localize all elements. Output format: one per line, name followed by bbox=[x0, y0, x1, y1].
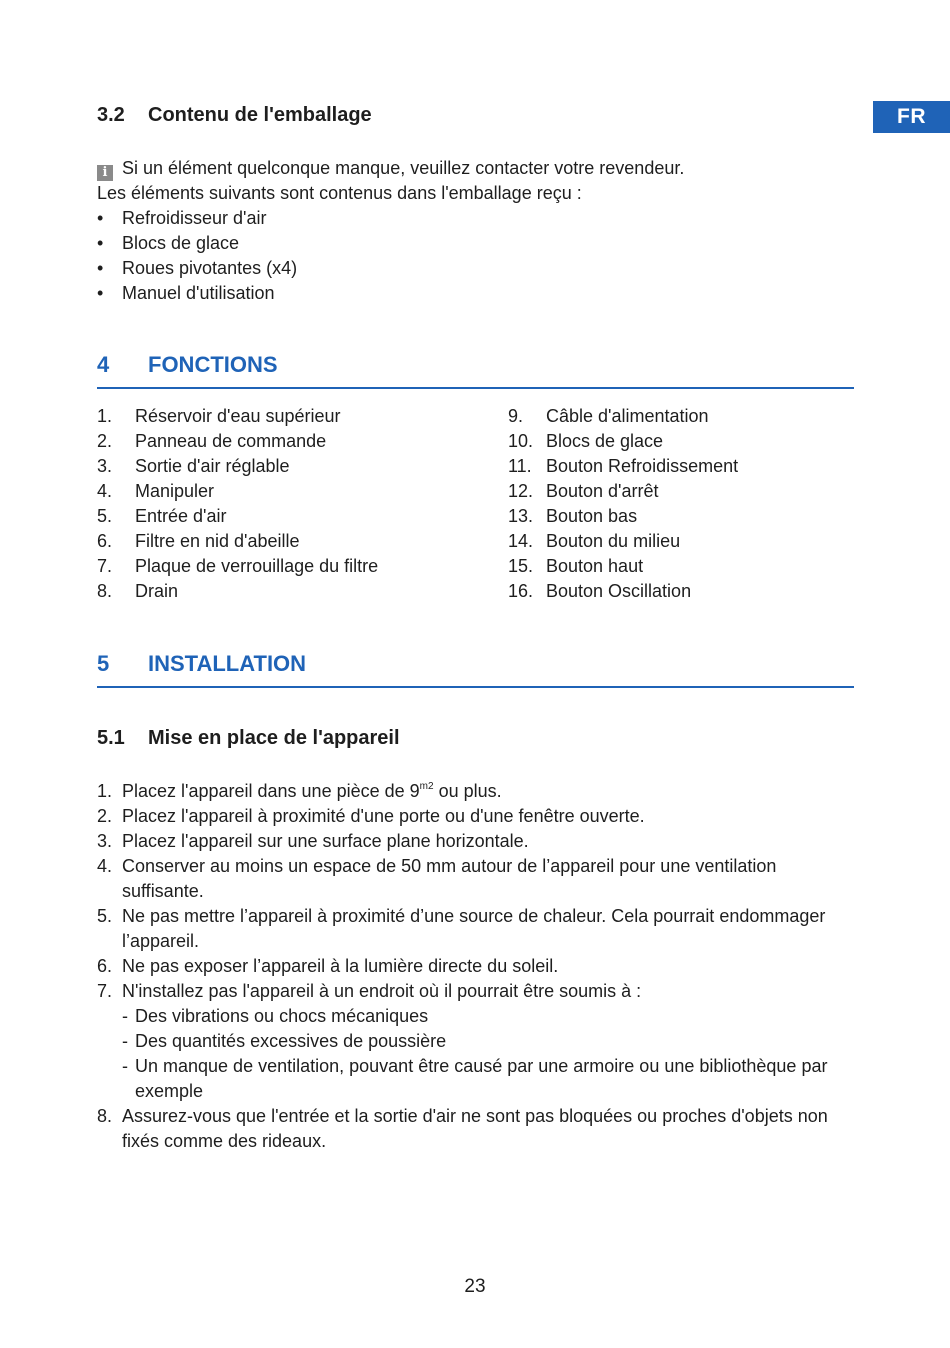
step-item bbox=[97, 1104, 857, 1154]
list-item bbox=[97, 479, 378, 504]
functions-list-right bbox=[508, 404, 738, 604]
list-item bbox=[508, 579, 738, 604]
section-number: 4 bbox=[97, 352, 110, 377]
step-number: 7. bbox=[97, 981, 113, 1001]
section-heading-3-2 bbox=[97, 104, 372, 127]
list-item-text: Blocs de glace bbox=[122, 233, 240, 253]
bullet-icon: • bbox=[97, 283, 104, 303]
list-item bbox=[97, 504, 378, 529]
list-item bbox=[97, 206, 297, 231]
item-text: Bouton Oscillation bbox=[546, 581, 692, 601]
step-text: Ne pas exposer l’appareil à la lumière directe du soleil. bbox=[122, 956, 559, 976]
item-text: Entrée d'air bbox=[135, 506, 227, 526]
package-contents-list bbox=[97, 206, 297, 306]
item-number: 4. bbox=[97, 481, 113, 501]
sub-item-text: Des quantités excessives de poussière bbox=[135, 1031, 447, 1051]
item-text: Bouton bas bbox=[546, 506, 638, 526]
item-number: 10. bbox=[508, 431, 534, 451]
item-number: 15. bbox=[508, 556, 534, 576]
list-item bbox=[97, 231, 297, 256]
item-number: 3. bbox=[97, 456, 113, 476]
list-item-text: Manuel d'utilisation bbox=[122, 283, 275, 303]
list-item bbox=[508, 404, 738, 429]
page-number: 23 bbox=[464, 1276, 486, 1297]
step-text: Placez l'appareil à proximité d'une porte ou d'une fenêtre ouverte. bbox=[122, 806, 645, 826]
info-text: Si un élément quelconque manque, veuillez contacter votre revendeur. bbox=[122, 158, 685, 178]
step-number: 5. bbox=[97, 906, 113, 926]
list-item bbox=[508, 504, 738, 529]
item-number: 7. bbox=[97, 556, 113, 576]
item-text: Plaque de verrouillage du filtre bbox=[135, 556, 379, 576]
item-number: 6. bbox=[97, 531, 113, 551]
step-item bbox=[97, 954, 857, 979]
section-title: INSTALLATION bbox=[148, 651, 307, 676]
list-item bbox=[97, 579, 378, 604]
section-number: 3.2 bbox=[97, 104, 125, 126]
dash-icon: - bbox=[122, 1031, 128, 1051]
list-item bbox=[97, 529, 378, 554]
info-note bbox=[97, 156, 684, 181]
step-number: 3. bbox=[97, 831, 113, 851]
item-text: Filtre en nid d'abeille bbox=[135, 531, 300, 551]
sub-item bbox=[122, 1004, 857, 1029]
section-heading-4 bbox=[97, 352, 854, 389]
step-item bbox=[97, 854, 857, 904]
item-number: 14. bbox=[508, 531, 534, 551]
list-item bbox=[97, 554, 378, 579]
item-number: 8. bbox=[97, 581, 113, 601]
info-icon: i bbox=[97, 165, 113, 181]
item-text: Bouton Refroidissement bbox=[546, 456, 739, 476]
item-number: 1. bbox=[97, 406, 113, 426]
step-text: Conserver au moins un espace de 50 mm autour de l’appareil pour une ventilation suffisante. bbox=[122, 856, 777, 901]
section-number: 5.1 bbox=[97, 727, 125, 749]
section-heading-5 bbox=[97, 651, 854, 688]
bullet-icon: • bbox=[97, 258, 104, 278]
item-number: 2. bbox=[97, 431, 113, 451]
list-item-text: Roues pivotantes (x4) bbox=[122, 258, 298, 278]
step-text: Placez l'appareil dans une pièce de 9 bbox=[122, 781, 420, 801]
item-number: 16. bbox=[508, 581, 534, 601]
item-text: Câble d'alimentation bbox=[546, 406, 709, 426]
item-text: Sortie d'air réglable bbox=[135, 456, 290, 476]
sub-item bbox=[122, 1029, 857, 1054]
step-text: Ne pas mettre l’appareil à proximité d’une source de chaleur. Cela pourrait endommager l’appareil. bbox=[122, 906, 826, 951]
step-item bbox=[97, 979, 857, 1104]
step-item bbox=[97, 904, 857, 954]
item-number: 12. bbox=[508, 481, 534, 501]
item-text: Bouton du milieu bbox=[546, 531, 681, 551]
installation-steps bbox=[97, 779, 857, 1154]
sub-item bbox=[122, 1054, 857, 1104]
step-item bbox=[97, 804, 857, 829]
list-item bbox=[97, 256, 297, 281]
list-item bbox=[97, 281, 297, 306]
language-tab: FR bbox=[873, 101, 950, 133]
list-item bbox=[508, 479, 738, 504]
step-number: 6. bbox=[97, 956, 113, 976]
item-text: Bouton d'arrêt bbox=[546, 481, 659, 501]
step-number: 8. bbox=[97, 1106, 113, 1126]
step-text: Assurez-vous que l'entrée et la sortie d'air ne sont pas bloquées ou proches d'objets non fixés comme des rideaux. bbox=[122, 1106, 828, 1151]
item-number: 5. bbox=[97, 506, 113, 526]
list-item bbox=[508, 429, 738, 454]
sub-item-text: Des vibrations ou chocs mécaniques bbox=[135, 1006, 429, 1026]
item-text: Drain bbox=[135, 581, 179, 601]
dash-icon: - bbox=[122, 1056, 128, 1076]
list-item-text: Refroidisseur d'air bbox=[122, 208, 267, 228]
step-item bbox=[97, 829, 857, 854]
item-number: 11. bbox=[508, 456, 532, 476]
item-text: Bouton haut bbox=[546, 556, 644, 576]
superscript-unit: m2 bbox=[419, 781, 434, 792]
list-item bbox=[97, 429, 378, 454]
step-text: N'installez pas l'appareil à un endroit où il pourrait être soumis à : bbox=[122, 981, 642, 1001]
step-text: Placez l'appareil sur une surface plane horizontale. bbox=[122, 831, 529, 851]
bullet-icon: • bbox=[97, 208, 104, 228]
step-item bbox=[97, 779, 857, 804]
list-item bbox=[97, 404, 378, 429]
step-number: 1. bbox=[97, 781, 113, 801]
step-number: 2. bbox=[97, 806, 113, 826]
section-title: Contenu de l'emballage bbox=[148, 104, 372, 126]
step-number: 4. bbox=[97, 856, 113, 876]
item-text: Panneau de commande bbox=[135, 431, 327, 451]
section-heading-5-1 bbox=[97, 727, 400, 750]
dash-icon: - bbox=[122, 1006, 128, 1026]
bullet-icon: • bbox=[97, 233, 104, 253]
item-number: 13. bbox=[508, 506, 534, 526]
package-intro: Les éléments suivants sont contenus dans l'emballage reçu : bbox=[97, 183, 582, 203]
item-text: Manipuler bbox=[135, 481, 215, 501]
item-text: Réservoir d'eau supérieur bbox=[135, 406, 341, 426]
list-item bbox=[508, 554, 738, 579]
list-item bbox=[508, 529, 738, 554]
item-text: Blocs de glace bbox=[546, 431, 664, 451]
list-item bbox=[97, 454, 378, 479]
step-text-end: ou plus. bbox=[433, 781, 502, 801]
list-item bbox=[508, 454, 738, 479]
section-number: 5 bbox=[97, 651, 110, 676]
section-title: FONCTIONS bbox=[148, 352, 278, 377]
section-title: Mise en place de l'appareil bbox=[148, 727, 400, 749]
functions-list-left bbox=[97, 404, 378, 604]
item-number: 9. bbox=[508, 406, 524, 426]
sub-item-text: Un manque de ventilation, pouvant être causé par une armoire ou une bibliothèque par exemple bbox=[135, 1056, 828, 1101]
